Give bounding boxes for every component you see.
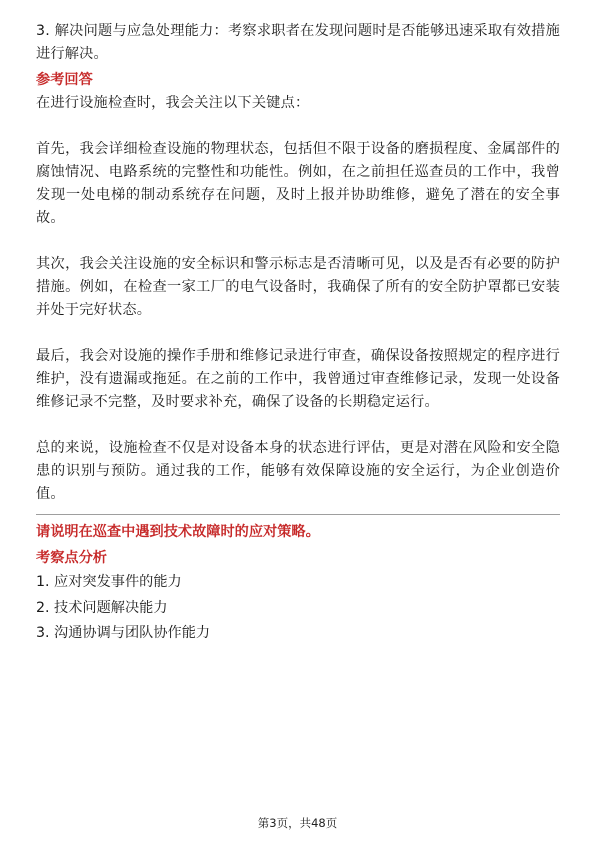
document-page	[36, 20, 560, 647]
reference-intro: 在进行设施检查时，我会关注以下关键点：	[36, 95, 310, 111]
reference-paragraph-4: 总的来说，设施检查不仅是对设备本身的状态进行评估，更是对潜在风险和安全隐患的识别与预防。通过我的工作，能够有效保障设施的安全运行，为企业创造价值。	[36, 440, 560, 502]
page-number: 第3页，共48页	[257, 816, 338, 830]
section-divider	[36, 514, 560, 515]
analysis-list-item: 2. 技术问题解决能力	[36, 599, 168, 616]
analysis-item-3: 3. 解决问题与应急处理能力：考察求职者在发现问题时是否能够迅速采取有效措施进行解决。	[36, 23, 560, 62]
question-title: 请说明在巡查中遇到技术故障时的应对策略。	[36, 524, 320, 540]
analysis-heading: 考察点分析	[36, 550, 107, 566]
analysis-list-item: 3. 沟通协调与团队协作能力	[36, 625, 211, 641]
reference-paragraph-3: 最后，我会对设施的操作手册和维修记录进行审查，确保设备按照规定的程序进行维护，没有遗漏或拖延。在之前的工作中，我曾通过审查维修记录，发现一处设备维修记录不完整，及时要求补充，确保了设备的长期稳定运行。	[36, 348, 560, 410]
reference-paragraph-2: 其次，我会关注设施的安全标识和警示标志是否清晰可见，以及是否有必要的防护措施。例如，在检查一家工厂的电气设备时，我确保了所有的安全防护罩都已安装并处于完好状态。	[36, 256, 560, 318]
reference-answer-heading: 参考回答	[36, 72, 93, 88]
analysis-list-item: 1. 应对突发事件的能力	[36, 574, 182, 590]
reference-paragraph-1: 首先，我会详细检查设施的物理状态，包括但不限于设备的磨损程度、金属部件的腐蚀情况、电路系统的完整性和功能性。例如，在之前担任巡查员的工作中，我曾发现一处电梯的制动系统存在问题，及时上报并协助维修，避免了潜在的安全事故。	[36, 141, 560, 226]
